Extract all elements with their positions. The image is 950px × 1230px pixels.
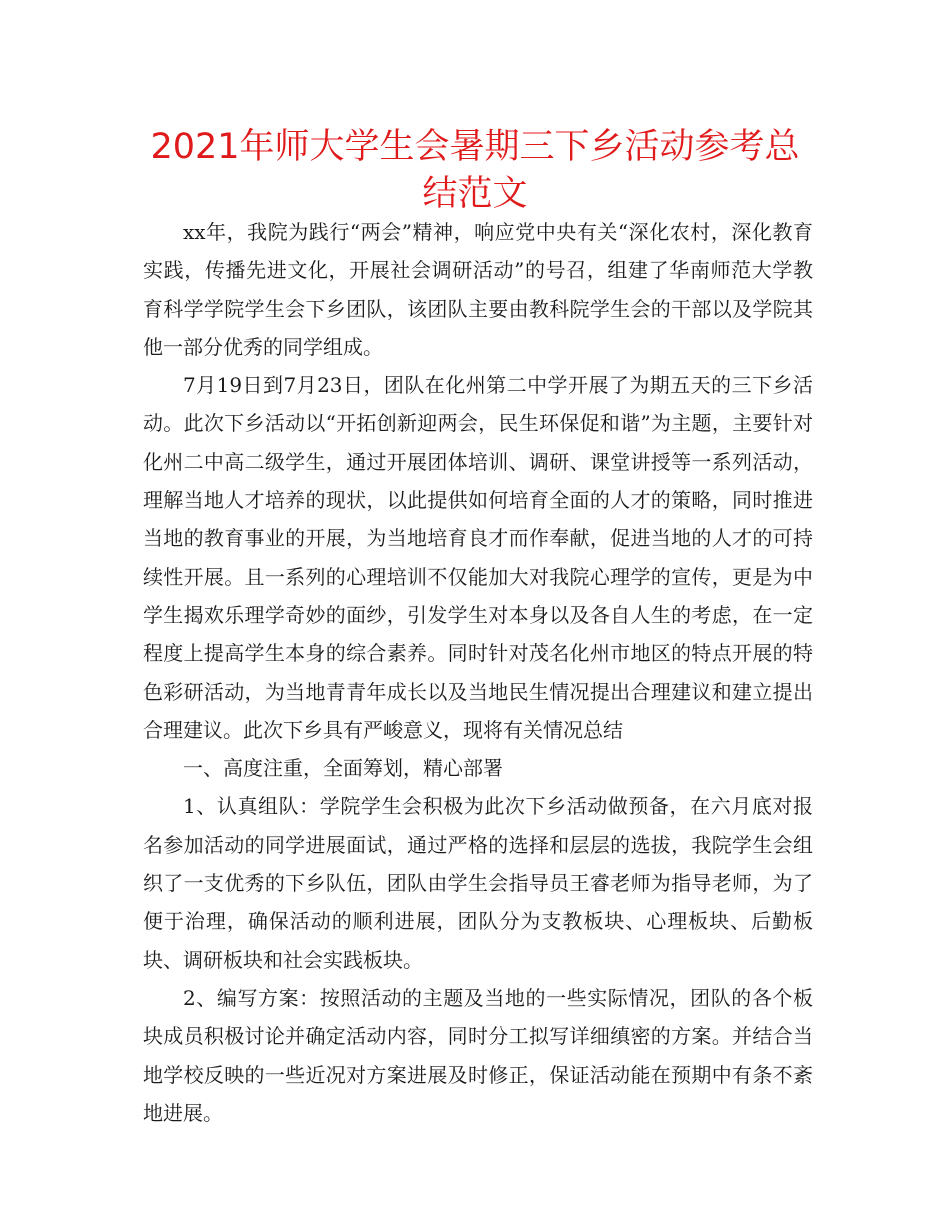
paragraph-plan-writing: 2、编写方案：按照活动的主题及当地的一些实际情况，团队的各个板块成员积极讨论并确定活动内容，同时分工拟写详细缜密的方案。并结合当地学校反映的一些近况对方案进展及时修正，保证活动能在预期中有条不紊地进展。	[143, 985, 813, 1125]
paragraph-intro: xx年，我院为践行“两会”精神，响应党中央有关“深化农村，深化教育实践，传播先进文化，开展社会调研活动”的号召，组建了华南师范大学教育科学学院学生会下乡团队，该团队主要由教科院学生会的干部以及学院其他一部分优秀的同学组成。	[143, 220, 813, 359]
paragraph-team-formation: 1、认真组队：学院学生会积极为此次下乡活动做预备，在六月底对报名参加活动的同学进展面试，通过严格的选择和层层的选拔，我院学生会组织了一支优秀的下乡队伍，团队由学生会指导员王睿老师为指导老师，为了便于治理，确保活动的顺利进展，团队分为支教板块、心理板块、后勤板块、调研板块和社会实践板块。	[143, 794, 813, 972]
document-body	[143, 213, 813, 1132]
document-title: 2021年师大学生会暑期三下乡活动参考总结范文	[150, 127, 800, 214]
paragraph-activity: 7月19日到7月23日，团队在化州第二中学开展了为期五天的三下乡活动。此次下乡活动以“开拓创新迎两会，民生环保促和谐”为主题，主要针对化州二中高二级学生，通过开展团体培训、调研、课堂讲授等一系列活动，理解当地人才培养的现状，以此提供如何培育全面的人才的策略，同时推进当地的教育事业的开展，为当地培育良才而作奉献，促进当地的人才的可持续性开展。且一系列的心理培训不仅能加大对我院心理学的宣传，更是为中学生揭欢乐理学奇妙的面纱，引发学生对本身以及各自人生的考虑，在一定程度上提高学生本身的综合素养。同时针对茂名化州市地区的特点开展的特色彩研活动，为当地青青年成长以及当地民生情况提出合理建议和建立提出合理建议。此次下乡具有严峻意义，现将有关情况总结	[143, 373, 813, 742]
section-heading-1: 一、高度注重，全面筹划，精心部署	[183, 756, 503, 781]
